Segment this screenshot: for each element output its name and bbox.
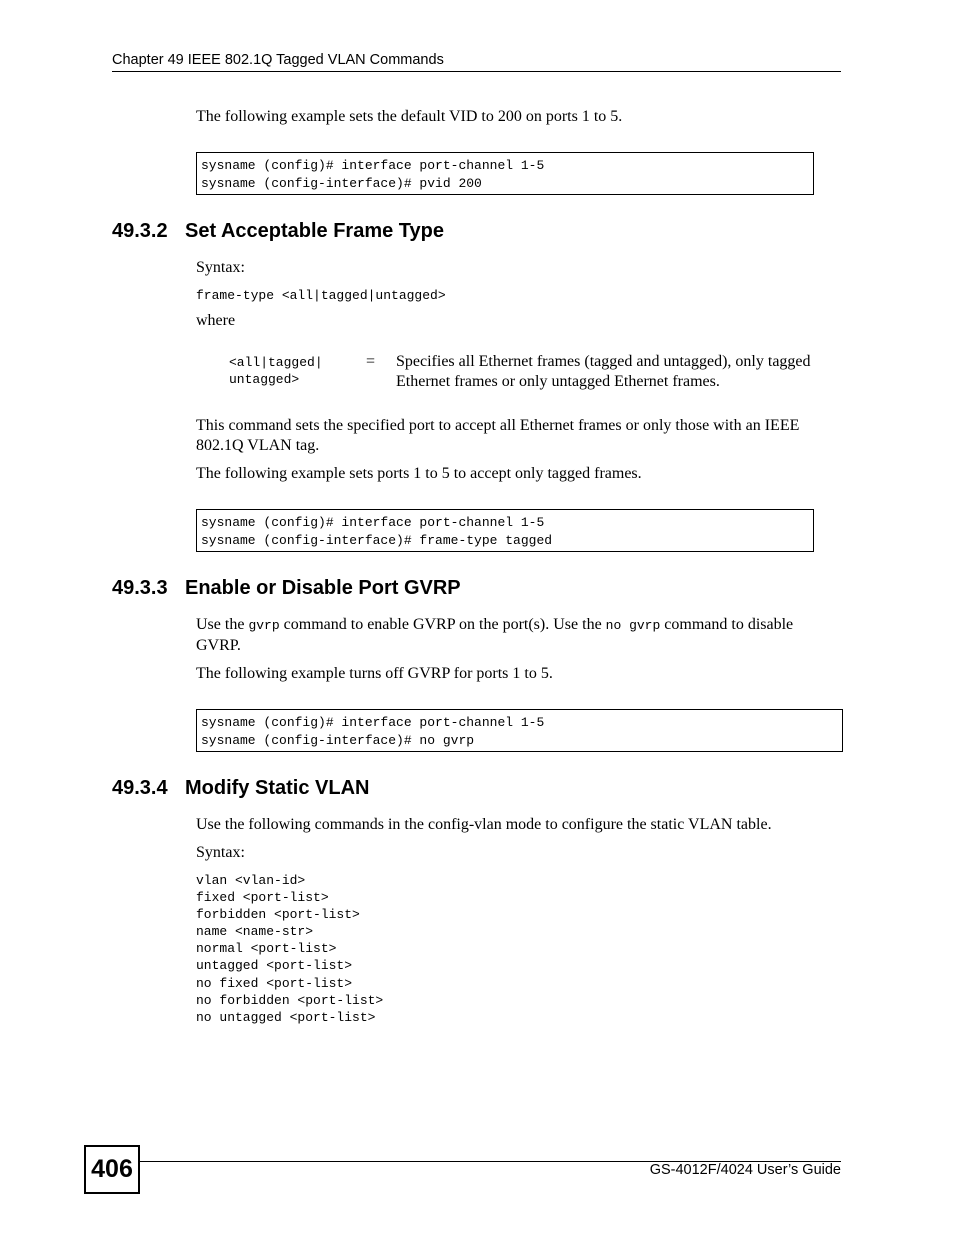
example-intro: The following example sets ports 1 to 5 to accept only tagged frames. — [196, 465, 642, 482]
code-line: sysname (config-interface)# pvid 200 — [201, 175, 482, 191]
section-heading-49-3-3 — [112, 577, 461, 600]
section-heading-49-3-2 — [112, 220, 444, 243]
equals-sign: = — [366, 353, 376, 370]
section-title: Set Acceptable Frame Type — [185, 220, 444, 242]
syntax-command: frame-type <all|tagged|untagged> — [196, 288, 446, 303]
intro-paragraph: The following example sets the default VID to 200 on ports 1 to 5. — [196, 108, 623, 125]
frame-type-code-block — [196, 509, 814, 552]
text-run: command to enable GVRP on the port(s). Use the — [279, 616, 606, 633]
section-description: Use the following commands in the config-vlan mode to configure the static VLAN table. — [196, 816, 772, 833]
inline-command: gvrp — [248, 618, 280, 633]
section-number: 49.3.2 — [112, 220, 168, 242]
section-description — [196, 615, 841, 656]
code-line: sysname (config)# interface port-channel 1-5 — [201, 715, 545, 730]
page-number: 406 — [84, 1145, 140, 1194]
parameter-name-line: untagged> — [229, 372, 300, 387]
example-intro: The following example turns off GVRP for ports 1 to 5. — [196, 665, 553, 682]
text-run: Use the — [196, 616, 249, 633]
text-run: command to disable GVRP. — [196, 616, 794, 654]
code-line: sysname (config-interface)# no gvrp — [201, 732, 475, 748]
syntax-line: forbidden <port-list> — [196, 907, 360, 923]
syntax-line: no fixed <port-list> — [196, 975, 353, 991]
section-title: Modify Static VLAN — [185, 777, 370, 799]
code-line: sysname (config)# interface port-channel 1-5 — [201, 515, 545, 530]
syntax-line: normal <port-list> — [196, 941, 337, 957]
guide-title: GS-4012F/4024 User’s Guide — [649, 1162, 841, 1178]
where-label: where — [196, 312, 236, 329]
section-number: 49.3.3 — [112, 577, 168, 599]
section-number: 49.3.4 — [112, 777, 168, 799]
syntax-command-list — [196, 872, 383, 1026]
syntax-line: untagged <port-list> — [196, 958, 353, 974]
section-title: Enable or Disable Port GVRP — [185, 577, 461, 599]
code-line: sysname (config)# interface port-channel 1-5 — [201, 158, 545, 173]
intro-code-block — [196, 152, 814, 195]
syntax-label: Syntax: — [196, 259, 245, 276]
syntax-line: no forbidden <port-list> — [196, 992, 384, 1008]
parameter-name — [229, 354, 323, 388]
syntax-line: fixed <port-list> — [196, 890, 329, 906]
running-header: Chapter 49 IEEE 802.1Q Tagged VLAN Commands — [112, 52, 444, 68]
section-heading-49-3-4 — [112, 777, 369, 800]
syntax-line: vlan <vlan-id> — [196, 873, 306, 888]
syntax-line: no untagged <port-list> — [196, 1009, 376, 1025]
parameter-name-line: <all|tagged| — [229, 355, 323, 370]
inline-command: no gvrp — [605, 618, 661, 633]
section-description: This command sets the specified port to accept all Ethernet frames or only those with an IEEE 802.1Q VLAN tag. — [196, 417, 800, 454]
syntax-label: Syntax: — [196, 844, 245, 861]
code-line: sysname (config-interface)# frame-type tagged — [201, 532, 553, 548]
parameter-description: Specifies all Ethernet frames (tagged and untagged), only tagged Ethernet frames or only untagged Ethernet frames. — [396, 353, 811, 390]
syntax-line: name <name-str> — [196, 924, 314, 940]
header-rule — [112, 71, 841, 72]
gvrp-code-block — [196, 709, 843, 752]
